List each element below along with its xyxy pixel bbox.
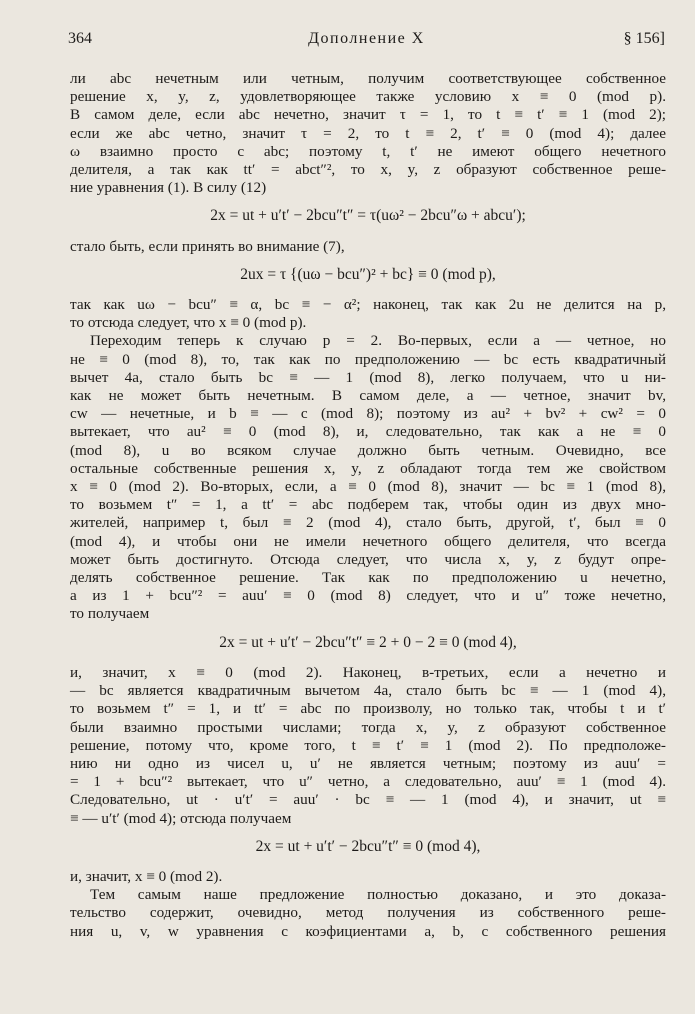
text-line: — bc является квадратичным вычетом 4a, стало быть bc ≡ — 1 (mod 4), <box>70 682 666 700</box>
text-line: Переходим теперь к случаю p = 2. Во-первых, если a — четное, но <box>90 332 666 350</box>
text-line: вытекает, что au² ≡ 0 (mod 8), и, следовательно, так как a не ≡ 0 <box>70 423 666 441</box>
paragraph-6 <box>70 868 666 886</box>
text-line: (mod 8), u во всяком случае должно быть четным. Очевидно, все <box>70 441 666 459</box>
text-line: то получаем <box>70 605 150 623</box>
text-line: если же abc четно, значит τ = 2, то t ≡ 2, t′ ≡ 0 (mod 4); далее <box>70 124 666 142</box>
equation-4: 2x = ut + u′t′ − 2bcu″t″ ≡ 0 (mod 4), <box>255 837 481 855</box>
running-head <box>68 30 665 56</box>
equation-1: 2x = ut + u′t′ − 2bcu″t″ = τ(uω² − 2bcu″ω + abcu′); <box>210 207 526 225</box>
text-line: В самом деле, если abc нечетно, значит τ = 1, то t ≡ t′ ≡ 1 (mod 2); <box>70 106 666 124</box>
text-line: Тем самым наше предложение полностью доказано, и это доказа- <box>90 886 666 904</box>
text-line: остальные собственные решения x, y, z обладают тогда тем же свойством <box>70 459 666 477</box>
text-line: ния u, v, w уравнения с коэфициентами a, b, c собственного решения <box>70 922 666 940</box>
text-line: жителей, например t, был ≡ 2 (mod 4), стало быть, другой, t′, был ≡ 0 <box>70 514 666 532</box>
text-line: решение x, y, z, удовлетворяющее также условию x ≡ 0 (mod p). <box>70 88 666 106</box>
paragraph-2 <box>70 238 666 256</box>
paragraph-5 <box>70 664 666 828</box>
text-line: ли abc нечетным или четным, получим соответствующее собственное <box>70 70 666 87</box>
text-line: так как uω − bcu″ ≡ α, bc ≡ − α²; наконец, так как 2u не делится на p, <box>70 296 666 314</box>
page-body <box>70 70 666 941</box>
paragraph-4 <box>70 332 666 623</box>
text-line: а из 1 + bcu″² = auu′ ≡ 0 (mod 8) следует, что и u″ тоже нечетно, <box>70 587 666 605</box>
text-line: (mod 4), и чтобы они не имели нечетного общего делителя, что всегда <box>70 532 666 550</box>
text-line: делять собственное решение. Так как по предположению u нечетно, <box>70 569 666 587</box>
text-line: cw — нечетные, и b ≡ — c (mod 8); поэтому из au² + bv² + cw² = 0 <box>70 405 666 423</box>
equation-2: 2ux = τ {(uω − bcu″)² + bc} ≡ 0 (mod p), <box>240 265 496 283</box>
paragraph-1 <box>70 70 666 197</box>
text-line: и, значит, x ≡ 0 (mod 2). <box>70 867 223 885</box>
text-line: может быть достигнуто. Отсюда следует, что числа x, y, z будут опре- <box>70 550 666 568</box>
text-line: вычет 4a, стало быть bc ≡ — 1 (mod 8), легко получаем, что u ни- <box>70 368 666 386</box>
text-line: тельство содержит, очевидно, метод получения из собственного реше- <box>70 904 666 922</box>
text-line: стало быть, если принять во внимание (7), <box>70 237 345 255</box>
text-line: то возьмем t″ = 1, и tt′ = abc по произволу, но только так, чтобы t и t′ <box>70 700 666 718</box>
text-line: то отсюда следует, что x ≡ 0 (mod p). <box>70 314 307 332</box>
text-line: то возьмем t″ = 1, а tt′ = abc подберем так, чтобы один из двух мно- <box>70 496 666 514</box>
text-line: ≡ — u′t′ (mod 4); отсюда получаем <box>70 809 292 827</box>
text-line: как не может быть нечетным. В самом деле, a — четное, значит bv, <box>70 387 666 405</box>
equation-3: 2x = ut + u′t′ − 2bcu″t″ ≡ 2 + 0 − 2 ≡ 0 (mod 4), <box>219 633 517 651</box>
section-marker: § 156] <box>623 30 665 47</box>
text-line: = 1 + bcu″² вытекает, что u″ четно, а следовательно, auu′ ≡ 1 (mod 4). <box>70 773 666 791</box>
text-line: Следовательно, ut · u′t′ = auu′ · bc ≡ — 1 (mod 4), и значит, ut ≡ <box>70 791 666 809</box>
text-line: были взаимно простыми числами; тогда x, y, z образуют собственное <box>70 718 666 736</box>
text-line: ние уравнения (1). В силу (12) <box>70 179 267 197</box>
text-line: и, значит, x ≡ 0 (mod 2). Наконец, в-третьих, если a нечетно и <box>70 663 666 681</box>
text-line: ω взаимно просто с abc; поэтому t, t′ не имеют общего нечетного <box>70 142 666 160</box>
text-line: решение, потому что, кроме того, t ≡ t′ ≡ 1 (mod 2). По предположе- <box>70 736 666 754</box>
text-line: x ≡ 0 (mod 2). Во-вторых, если, a ≡ 0 (mod 8), значит — bc ≡ 1 (mod 8), <box>70 478 666 496</box>
text-line: нию ни одно из чисел u, u′ не является четным; поэтому из auu′ = <box>70 754 666 772</box>
text-line: делителя, а так как tt′ = abct″², то x, y, z образуют собственное реше- <box>70 161 666 179</box>
text-line: не ≡ 0 (mod 8), то, так как по предположению — bc есть квадратичный <box>70 350 666 368</box>
paragraph-7 <box>70 886 666 941</box>
chapter-title: Дополнение X <box>308 30 425 47</box>
page-number: 364 <box>68 30 92 47</box>
paragraph-3 <box>70 296 666 332</box>
